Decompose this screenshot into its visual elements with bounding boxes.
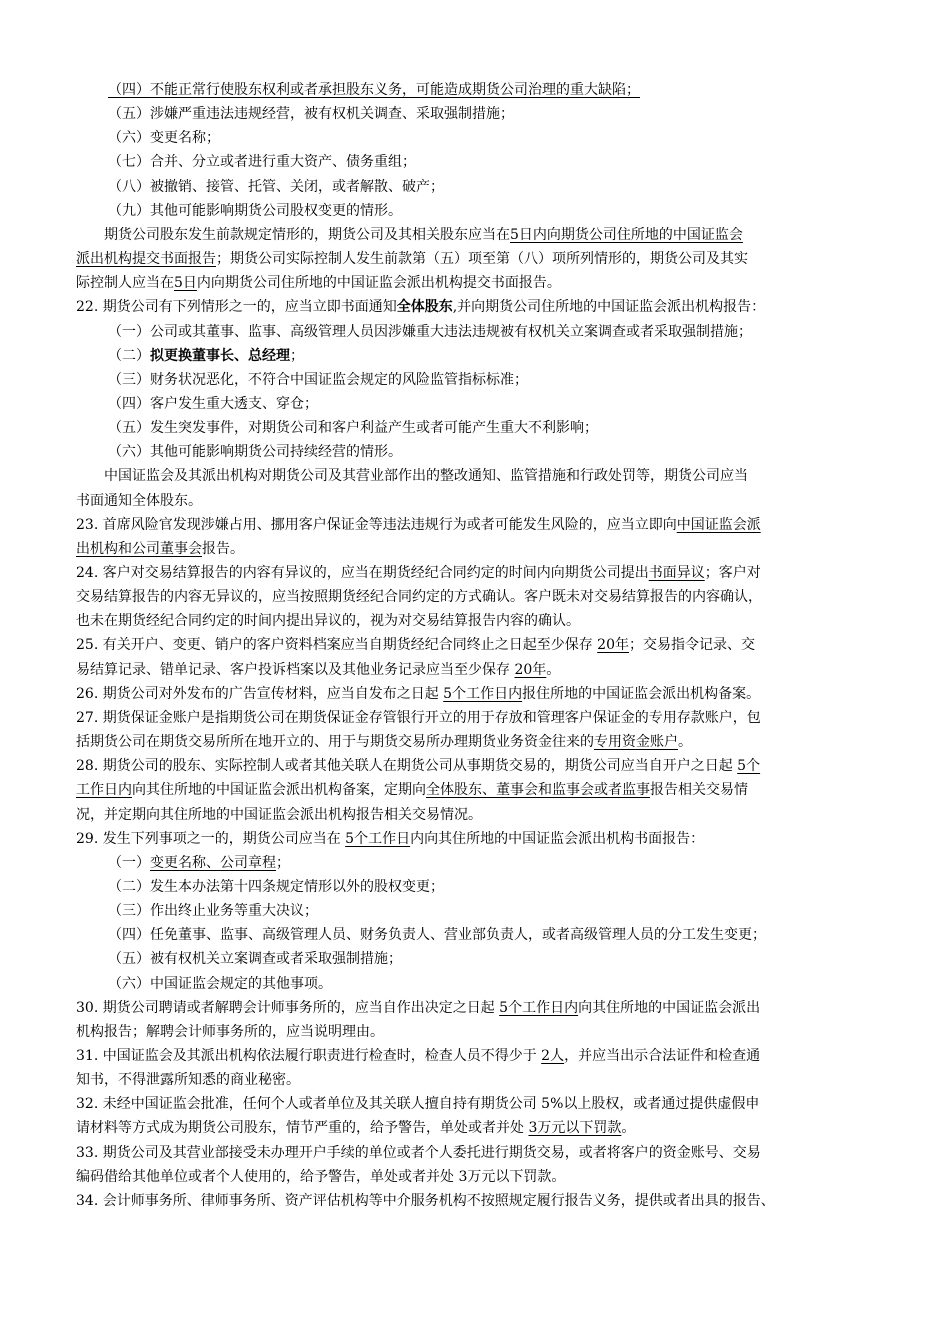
text-segment: （九）其他可能影响期货公司股权变更的情形。 (108, 202, 402, 219)
text-segment: （五）发生突发事件，对期货公司和客户利益产生或者可能产生重大不利影响； (108, 420, 598, 437)
text-segment: 内向期货公司住所地的中国证监会派出机构提交书面报告。 (196, 275, 561, 292)
text-segment: 中国证监会及其派出机构对期货公司及其营业部作出的整改通知、监管措施和行政处罚等，期货公司应当 (104, 468, 748, 485)
text-segment: （一）公司或其董事、监事、高级管理人员因涉嫌重大违法违规被有权机关立案调查或者采取强制措施； (108, 323, 752, 340)
text-segment: 34. 会计师事务所、律师事务所、资产评估机构等中介服务机构不按照规定履行报告义务，提供或者出具的报告、 (76, 1192, 775, 1209)
text-line (76, 513, 761, 537)
text-line (76, 1141, 761, 1165)
text-segment: 24. 客户对交易结算报告的内容有异议的，应当在期货经纪合同约定的时间内向期货公司提出 (76, 565, 649, 581)
underlined-text: 2人 (541, 1048, 565, 1064)
underlined-text: 3万元以下罚款 (528, 1120, 622, 1137)
text-segment: 内向其住所地的中国证监会派出机构书面报告： (410, 830, 705, 847)
text-line (76, 561, 761, 585)
text-line (76, 996, 760, 1020)
text-line (108, 320, 752, 344)
underlined-text: 变更名称、公司章程 (150, 854, 276, 871)
text-segment: （五）被有权机关立案调查或者采取强制措施； (108, 951, 402, 968)
text-line (76, 1092, 759, 1116)
text-line (76, 1116, 635, 1140)
text-segment: 报住所地的中国证监会派出机构备案。 (522, 685, 761, 702)
text-segment: 知书，不得泄露所知悉的商业秘密。 (76, 1072, 300, 1089)
text-segment: 向其住所地的中国证监会派出机构备案，定期向 (132, 782, 426, 799)
underlined-text: 5个 (737, 758, 761, 775)
text-line (76, 682, 760, 706)
text-segment: 期货公司股东发生前款规定情形的，期货公司及其相关股东应当在 (104, 226, 510, 243)
text-segment: （二）发生本办法第十四条规定情形以外的股权变更； (108, 878, 444, 895)
underlined-text: （四）不能正常行使股东权利或者承担股东义务，可能造成期货公司治理的重大缺陷； (108, 82, 640, 98)
text-line (76, 247, 748, 271)
text-segment: 31. 中国证监会及其派出机构依法履行职责进行检查时，检查人员不得少于 (76, 1048, 542, 1064)
text-segment: （七）合并、分立或者进行重大资产、债务重组； (108, 154, 416, 171)
text-segment: ； (290, 347, 304, 364)
underlined-text: 出机构和公司董事会 (76, 540, 202, 557)
text-line (108, 175, 444, 199)
text-line (108, 923, 766, 947)
text-line (76, 537, 244, 561)
underlined-text: 全体股东、董事会和监事会或者监事 (426, 782, 650, 799)
text-line (76, 827, 704, 851)
text-segment: ；交易指令记录、交 (629, 637, 755, 654)
text-segment: （四）任免董事、监事、高级管理人员、财务负责人、营业部负责人，或者高级管理人员的分工发生变更； (108, 927, 766, 944)
text-line (108, 199, 402, 223)
text-segment: 26. 期货公司对外发布的广告宣传材料，应当自发布之日起 (76, 685, 444, 702)
text-segment: 23. 首席风险官发现涉嫌占用、挪用客户保证金等违法违规行为或者可能发生风险的，应当立即向 (76, 516, 677, 533)
underlined-text: 5日 (174, 275, 197, 292)
text-segment: ；客户对 (704, 565, 761, 581)
text-segment: 22. 期货公司有下列情形之一的，应当立即书面通知 (76, 299, 397, 316)
text-line (108, 899, 318, 923)
text-line (108, 150, 416, 174)
bold-text: 全体股东 (396, 299, 453, 316)
text-segment: 。 (678, 734, 692, 751)
text-line (104, 223, 743, 247)
text-segment: 况，并定期向其住所地的中国证监会派出机构报告相关交易情况。 (76, 806, 482, 823)
text-line (108, 392, 318, 416)
text-line (108, 78, 640, 102)
text-segment: （四）客户发生重大透支、穿仓； (108, 395, 318, 412)
text-line (108, 947, 402, 971)
underlined-text: 中国证监会派 (676, 516, 761, 533)
text-segment: 30. 期货公司聘请或者解聘会计师事务所的，应当自作出决定之日起 (76, 999, 500, 1016)
text-line (108, 851, 290, 875)
text-segment: 33. 期货公司及其营业部接受未办理开户手续的单位或者个人委托进行期货交易，或者将客户的资金账号、交易 (76, 1144, 761, 1161)
text-line (76, 706, 761, 730)
text-line (76, 1068, 300, 1092)
text-segment: 25. 有关开户、变更、销户的客户资料档案应当自期货经纪合同终止之日起至少保存 (76, 637, 598, 654)
underlined-text: 专用资金账户 (594, 734, 678, 751)
underlined-text: 派出机构提交书面报告 (76, 251, 216, 268)
text-line (108, 368, 528, 392)
text-line (76, 489, 202, 513)
text-segment: ； (276, 854, 290, 871)
text-line (104, 464, 748, 488)
text-line (108, 440, 402, 464)
text-segment: 向其住所地的中国证监会派出 (578, 999, 761, 1016)
text-segment: （八）被撤销、接管、托管、关闭，或者解散、破产； (108, 178, 444, 195)
text-line (76, 1189, 775, 1213)
text-segment: 易结算记录、错单记录、客户投诉档案以及其他业务记录应当至少保存 (76, 661, 515, 678)
text-line (108, 344, 304, 368)
text-segment: ，并应当出示合法证件和检查通 (564, 1048, 761, 1064)
text-segment: 29. 发生下列事项之一的，期货公司应当在 (76, 830, 346, 847)
text-segment: （三）财务状况恶化，不符合中国证监会规定的风险监管指标标准； (108, 371, 528, 388)
text-line (76, 271, 561, 295)
text-segment: （一） (108, 854, 150, 871)
text-segment: （六）其他可能影响期货公司持续经营的情形。 (108, 444, 402, 461)
text-line (108, 416, 598, 440)
text-segment: 也未在期货经纪合同约定的时间内提出异议的，视为对交易结算报告内容的确认。 (76, 613, 580, 630)
text-line (76, 658, 560, 682)
underlined-text: 书面异议 (648, 565, 705, 581)
text-segment: （三）作出终止业务等重大决议； (108, 903, 318, 920)
bold-text: 拟更换董事长、总经理 (150, 347, 290, 364)
text-segment: （二） (108, 347, 150, 364)
text-segment: （五）涉嫌严重违法违规经营，被有权机关调查、采取强制措施； (108, 106, 514, 123)
text-line (76, 778, 748, 802)
underlined-text: 5个工作日内 (443, 685, 523, 702)
underlined-text: 20年 (597, 637, 629, 654)
text-segment: 交易结算报告的内容无异议的，应当按照期货经纪合同约定的方式确认。客户既未对交易结算报告的内容确认， (76, 589, 762, 606)
text-line (76, 1044, 760, 1068)
text-segment: 。 (546, 661, 561, 678)
text-segment: 27. 期货保证金账户是指期货公司在期货保证金存管银行开立的用于存放和管理客户保证金的专用存款账户，包 (76, 709, 761, 726)
text-line (108, 126, 220, 150)
text-line (76, 585, 762, 609)
text-line (76, 609, 580, 633)
text-line (108, 102, 514, 126)
text-segment: 28. 期货公司的股东、实际控制人或者其他关联人在期货公司从事期货交易的，期货公司应当自开户之日起 (76, 758, 738, 775)
text-line (76, 1020, 384, 1044)
text-segment: 书面通知全体股东。 (76, 492, 202, 509)
text-line (76, 295, 765, 319)
text-line (76, 754, 760, 778)
text-segment: 报告相关交易情 (650, 782, 748, 799)
text-segment: 。 (621, 1120, 636, 1137)
underlined-text: 5个工作日 (345, 830, 411, 847)
text-segment: 括期货公司在期货交易所所在地开立的、用于与期货交易所办理期货业务资金往来的 (76, 734, 594, 751)
text-line (108, 972, 332, 996)
text-segment: 编码借给其他单位或者个人使用的，给予警告，单处或者并处 3万元以下罚款。 (76, 1168, 566, 1185)
underlined-text: 5个工作日内 (499, 999, 579, 1016)
underlined-text: 5日内向期货公司住所地的中国证监会 (510, 226, 743, 243)
text-line (76, 633, 755, 657)
text-line (76, 1165, 565, 1189)
text-line (108, 875, 444, 899)
text-segment: 报告。 (202, 540, 244, 557)
text-segment: 32. 未经中国证监会批准，任何个人或者单位及其关联人擅自持有期货公司 5%以上股权，或者通过提供虚假申 (76, 1096, 760, 1113)
text-segment: ,并向期货公司住所地的中国证监会派出机构报告： (452, 299, 766, 316)
text-segment: ；期货公司实际控制人发生前款第（五）项至第（八）项所列情形的，期货公司及其实 (216, 251, 748, 268)
text-segment: 际控制人应当在 (76, 275, 174, 292)
text-segment: （六）变更名称； (108, 130, 220, 147)
underlined-text: 工作日内 (76, 782, 132, 799)
underlined-text: 20年 (514, 661, 547, 678)
text-segment: （六）中国证监会规定的其他事项。 (108, 975, 332, 992)
text-line (76, 803, 482, 827)
text-line (76, 730, 692, 754)
text-segment: 请材料等方式成为期货公司股东，情节严重的，给予警告，单处或者并处 (76, 1120, 529, 1137)
text-segment: 机构报告；解聘会计师事务所的，应当说明理由。 (76, 1023, 384, 1040)
